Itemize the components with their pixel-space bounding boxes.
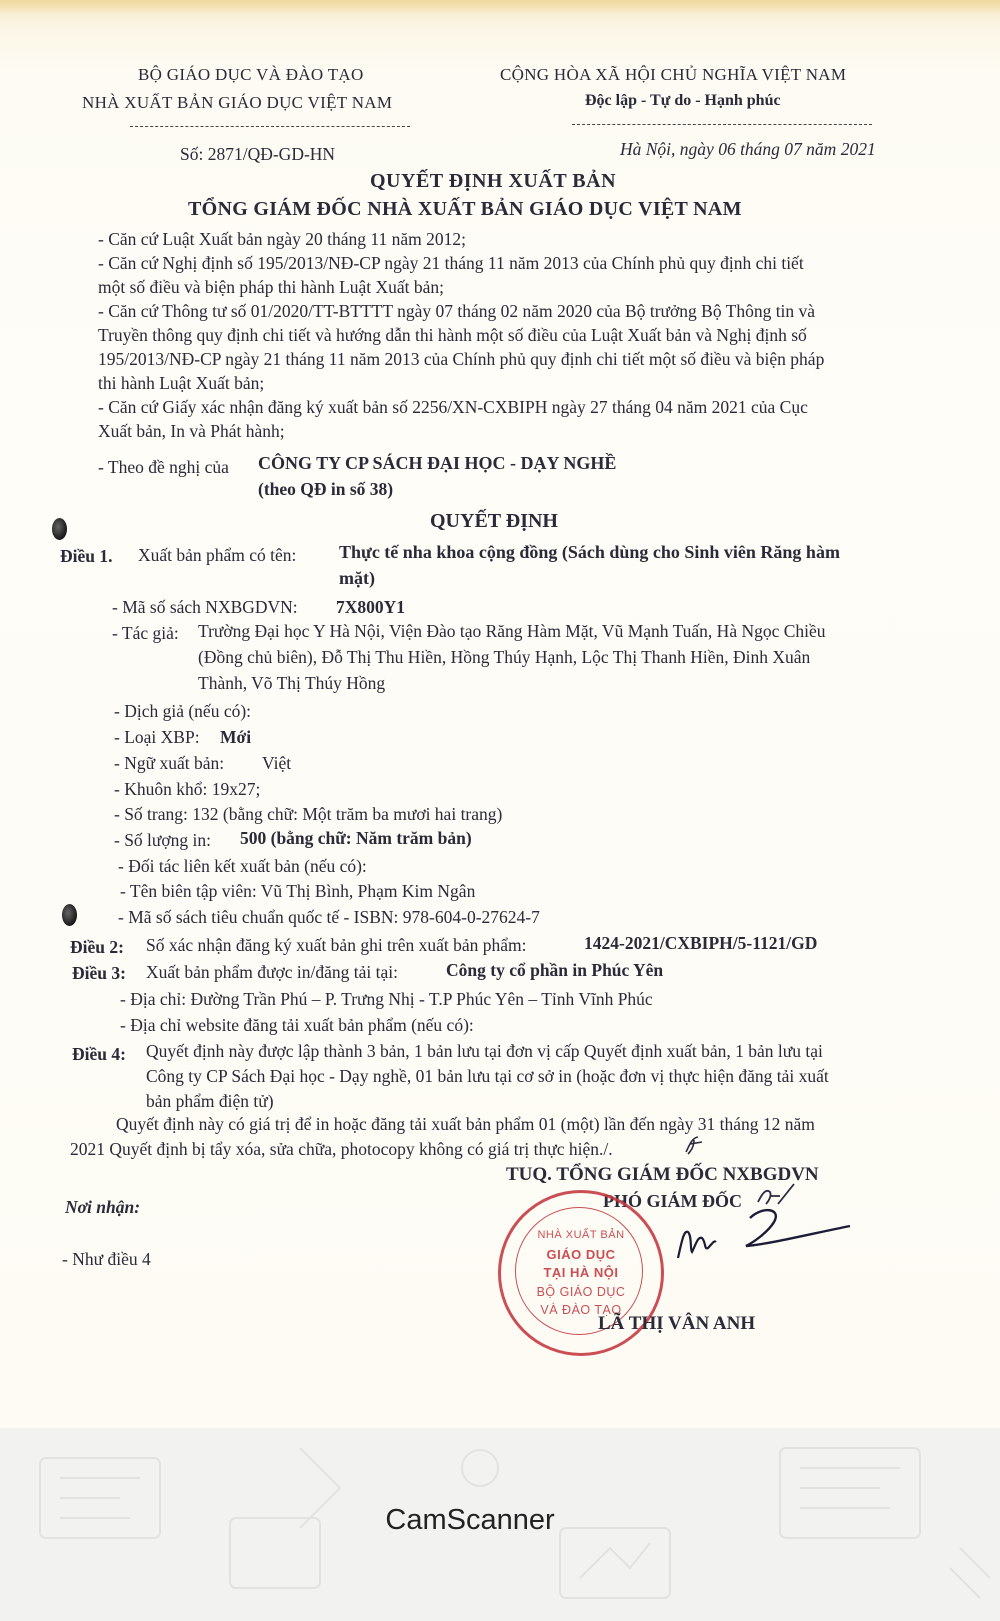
- article2-label: Điều 2:: [70, 937, 124, 957]
- seal-text: GIÁO DỤC: [546, 1247, 616, 1262]
- article3-text: Xuất bản phẩm được in/đăng tải tại:: [146, 962, 399, 982]
- signer-name: LÃ THỊ VÂN ANH: [598, 1313, 756, 1334]
- basis-line: - Căn cứ Luật Xuất bản ngày 20 tháng 11 năm 2012;: [98, 229, 466, 249]
- recipients-item: - Như điều 4: [62, 1249, 151, 1269]
- book-format: - Khuôn khổ: 19x27;: [114, 779, 261, 799]
- book-title-cont: mặt): [339, 568, 375, 588]
- basis-line: 195/2013/NĐ-CP ngày 21 tháng 11 năm 2013 của Chính phủ quy định chi tiết một số điều và biện pháp: [98, 349, 825, 369]
- publishing-partner: - Đối tác liên kết xuất bản (nếu có):: [118, 856, 367, 876]
- seal-text: BỘ GIÁO DỤC: [536, 1285, 626, 1299]
- decision-number: Số: 2871/QĐ-GD-HN: [180, 144, 336, 164]
- basis-line: một số điều và biện pháp thi hành Luật Xuất bản;: [98, 277, 445, 297]
- editors: - Tên biên tập viên: Vũ Thị Bình, Phạm Kim Ngân: [120, 881, 476, 901]
- authors-label: - Tác giả:: [112, 623, 179, 643]
- website-address: - Địa chỉ website đăng tải xuất bản phẩm (nếu có):: [120, 1015, 474, 1035]
- basis-line: - Căn cứ Giấy xác nhận đăng ký xuất bản số 2256/XN-CXBIPH ngày 27 tháng 04 năm 2021 của Cục: [98, 397, 808, 417]
- camscanner-watermark: CamScanner: [385, 1504, 555, 1536]
- article1-label: Điều 1.: [60, 546, 113, 566]
- initial-mark-icon: [682, 1134, 706, 1156]
- article4-line: Công ty CP Sách Đại học - Dạy nghề, 01 bản lưu tại cơ sở in (hoặc đơn vị thực hiện đăng tải xuất: [146, 1066, 829, 1086]
- publisher-name: NHÀ XUẤT BẢN GIÁO DỤC VIỆT NAM: [82, 93, 393, 112]
- country-name: CỘNG HÒA XÃ HỘI CHỦ NGHĨA VIỆT NAM: [500, 65, 847, 84]
- proposal-note: (theo QĐ in số 38): [258, 479, 394, 499]
- language-value: Việt: [262, 753, 292, 773]
- basis-line: Xuất bản, In và Phát hành;: [98, 421, 285, 441]
- translator: - Dịch giả (nếu có):: [114, 701, 252, 721]
- article4-line: Quyết định này được lập thành 3 bản, 1 bản lưu tại đơn vị cấp Quyết định xuất bản, 1 bản lưu tại: [146, 1041, 823, 1061]
- book-title: Thực tế nha khoa cộng đồng (Sách dùng cho Sinh viên Răng hàm: [339, 542, 840, 562]
- right-divider: [572, 124, 872, 125]
- recipients-label: Nơi nhận:: [65, 1197, 141, 1217]
- decision-date: Hà Nội, ngày 06 tháng 07 năm 2021: [620, 139, 876, 159]
- document-title: QUYẾT ĐỊNH XUẤT BẢN: [370, 170, 617, 192]
- seal-text: TẠI HÀ NỘI: [543, 1265, 619, 1280]
- authors-line: Thành, Võ Thị Thúy Hồng: [198, 673, 386, 693]
- publication-type-value: Mới: [220, 727, 252, 747]
- publication-type-label: - Loại XBP:: [114, 727, 200, 747]
- article3-label: Điều 3:: [72, 963, 126, 983]
- article1-text: Xuất bản phẩm có tên:: [138, 545, 297, 565]
- validity-line: 2021 Quyết định bị tẩy xóa, sửa chữa, photocopy không có giá trị thực hiện./.: [70, 1139, 613, 1159]
- basis-line: Truyền thông quy định chi tiết và hướng dẫn thi hành một số điều của Luật Xuất bản và Nghị định số: [98, 325, 807, 345]
- book-code-label: - Mã số sách NXBGDVN:: [112, 597, 298, 617]
- left-divider: [130, 126, 410, 127]
- validity-line: Quyết định này có giá trị để in hoặc đăng tải xuất bản phẩm 01 (một) lần đến ngày 31 tháng 12 năm: [116, 1114, 815, 1134]
- article2-text: Số xác nhận đăng ký xuất bản ghi trên xuất bản phẩm:: [146, 935, 527, 955]
- punch-hole: [52, 518, 67, 540]
- ministry-name: BỘ GIÁO DỤC VÀ ĐÀO TẠO: [138, 65, 364, 84]
- printer-name: Công ty cổ phần in Phúc Yên: [446, 960, 664, 980]
- language-label: - Ngữ xuất bản:: [114, 753, 225, 773]
- document-subtitle: TỔNG GIÁM ĐỐC NHÀ XUẤT BẢN GIÁO DỤC VIỆT NAM: [188, 198, 742, 220]
- basis-line: - Căn cứ Thông tư số 01/2020/TT-BTTTT ngày 07 tháng 02 năm 2020 của Bộ trưởng Bộ Thông tin và: [98, 301, 816, 321]
- signer-on-behalf: TUQ. TỔNG GIÁM ĐỐC NXBGDVN: [506, 1164, 819, 1185]
- registration-number: 1424-2021/CXBIPH/5-1121/GD: [584, 933, 818, 953]
- isbn: - Mã số sách tiêu chuẩn quốc tế - ISBN: 978-604-0-27624-7: [118, 907, 540, 927]
- book-code-value: 7X800Y1: [336, 597, 406, 617]
- handwritten-signature: [670, 1200, 860, 1270]
- seal-text: VÀ ĐÀO TẠO: [540, 1303, 622, 1317]
- proposal-company: CÔNG TY CP SÁCH ĐẠI HỌC - DẠY NGHỀ: [258, 453, 617, 473]
- punch-hole: [62, 904, 77, 926]
- article4-label: Điều 4:: [72, 1044, 126, 1064]
- proposal-prefix: - Theo đề nghị của: [98, 457, 229, 477]
- print-quantity-label: - Số lượng in:: [114, 830, 212, 850]
- page-count: - Số trang: 132 (bằng chữ: Một trăm ba mươi hai trang): [114, 804, 503, 824]
- article4-line: bản phẩm điện tử): [146, 1091, 274, 1111]
- signer-position: PHÓ GIÁM ĐỐC: [603, 1191, 742, 1211]
- seal-text: NHÀ XUẤT BẢN: [537, 1229, 625, 1241]
- basis-line: thi hành Luật Xuất bản;: [98, 373, 265, 393]
- decision-heading: QUYẾT ĐỊNH: [430, 510, 558, 532]
- national-motto: Độc lập - Tự do - Hạnh phúc: [585, 92, 781, 109]
- basis-line: - Căn cứ Nghị định số 195/2013/NĐ-CP ngày 21 tháng 11 năm 2013 của Chính phủ quy định chi tiết: [98, 253, 804, 273]
- authors-line: (Đồng chủ biên), Đỗ Thị Thu Hiền, Hồng Thúy Hạnh, Lộc Thị Thanh Hiền, Đinh Xuân: [198, 647, 811, 667]
- print-quantity-value: 500 (bằng chữ: Năm trăm bản): [240, 828, 472, 848]
- authors-line: Trường Đại học Y Hà Nội, Viện Đào tạo Răng Hàm Mặt, Vũ Mạnh Tuấn, Hà Ngọc Chiều: [198, 621, 826, 641]
- printer-address: - Địa chỉ: Đường Trần Phú – P. Trưng Nhị - T.P Phúc Yên – Tỉnh Vĩnh Phúc: [120, 989, 653, 1009]
